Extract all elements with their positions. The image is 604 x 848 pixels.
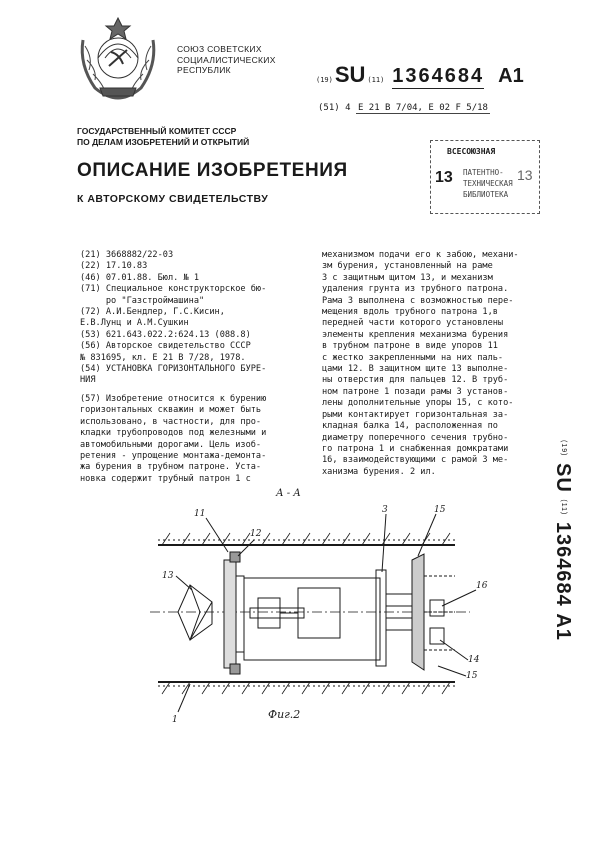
label-15-bottom: 15 bbox=[466, 671, 478, 681]
ussr-heading bbox=[177, 44, 276, 76]
label-16: 16 bbox=[476, 581, 488, 591]
side-kind: A1 bbox=[552, 613, 574, 641]
ipc-classification bbox=[318, 103, 490, 113]
stamp-number: 13 bbox=[435, 169, 453, 186]
label-14: 14 bbox=[468, 655, 480, 665]
side-document-number bbox=[545, 440, 585, 690]
kind-code: A1 bbox=[498, 65, 524, 87]
side-country: SU bbox=[552, 463, 574, 493]
figure-caption: Фиг.2 bbox=[268, 708, 301, 721]
ussr-line: РЕСПУБЛИК bbox=[177, 65, 231, 75]
document-title: ОПИСАНИЕ ИЗОБРЕТЕНИЯ bbox=[77, 160, 348, 181]
document-number bbox=[316, 62, 524, 89]
side-number: 1364684 bbox=[552, 521, 574, 607]
stamp-line: ВСЕСОЮЗНАЯ bbox=[447, 147, 496, 156]
label-13: 13 bbox=[162, 571, 174, 581]
stamp-line: ПАТЕНТНО- bbox=[463, 168, 504, 177]
document-subtitle: К АВТОРСКОМУ СВИДЕТЕЛЬСТВУ bbox=[77, 193, 269, 205]
tag-19: (19) bbox=[316, 76, 333, 84]
section-label: А - А bbox=[276, 488, 301, 499]
side-tag-19: (19) bbox=[560, 440, 567, 457]
stamp-side-number: 13 bbox=[517, 167, 533, 183]
committee-line: ГОСУДАРСТВЕННЫЙ КОМИТЕТ СССР bbox=[77, 126, 237, 136]
tag-11: (11) bbox=[367, 76, 385, 84]
label-1: 1 bbox=[172, 715, 178, 725]
tag-51: (51) 4 bbox=[318, 103, 351, 113]
abstract-right-column: механизмом подачи его к забою, механи- зм бурения, установленный на раме 3 с защитным щитом 13, и механизм удаления грунта из трубного патрона. Рама 3 выполнена с возможностью пере- мещения вдоль трубного патрона 1,в передней части которого установлены элементы крепления механизма бурения в трубном патроне в виде упоров 11 с жестко закрепленными на них паль- цами 12. В защитном щите 13 выполне- ны отверстия для пальцев 12. В труб- ном патроне 1 позади рамы 3 установ- лены дополнительные упоры 15, с кото- рыми контактирует горизонтальная за- кладная балка 14, расположенная по диаметру поперечного сечения трубно- го патрона 1 и снабженная домкратами 16, взаимодействующими с рамой 3 ме- ханизма бурения. 2 ил. bbox=[322, 250, 519, 477]
ussr-line: СОЮЗ СОВЕТСКИХ bbox=[177, 44, 262, 54]
stamp-line: ТЕХНИЧЕСКАЯ bbox=[463, 179, 513, 188]
ussr-emblem bbox=[75, 10, 161, 104]
country-code: SU bbox=[334, 62, 366, 87]
figure-2-drawing bbox=[150, 490, 490, 728]
bibliographic-data: (21) 3668882/22-03 (22) 17.10.83 (46) 07.01.88. Бюл. № 1 (71) Специальное конструкторское бю- ро "Газстроймашина" (72) А.И.Бендлер, Г.С.Кисин, Е.В.Лунц и А.М.Сушкин (53) 621.643.022.2:624.13 (088.8) (56) Авторское свидетельство СССР № 831695, кл. E 21 B 7/28, 1978. (54) УСТАНОВКА ГОРИЗОНТАЛЬНОГО БУРЕ- НИЯ bbox=[80, 250, 267, 386]
label-3: 3 bbox=[382, 505, 388, 515]
abstract-left-column: (57) Изобретение относится к бурению горизонтальных скважин и может быть использовано, в частности, для про- кладки трубопроводов под железными и автомобильными дорогами. Цель изоб- ретения - упрощение монтажа-демонта- жа бурения в трубном патроне. Уста- новка содержит трубный патрон 1 с bbox=[80, 394, 267, 484]
committee-line: ПО ДЕЛАМ ИЗОБРЕТЕНИЙ И ОТКРЫТИЙ bbox=[77, 136, 250, 147]
stamp-line: БИБЛИОТЕКА bbox=[463, 190, 509, 199]
patent-number: 1364684 bbox=[392, 65, 485, 87]
label-12: 12 bbox=[250, 529, 262, 539]
library-stamp bbox=[430, 140, 540, 214]
side-tag-11: (11) bbox=[560, 499, 567, 516]
side-text bbox=[551, 440, 574, 641]
committee-heading bbox=[77, 126, 249, 147]
label-11: 11 bbox=[194, 509, 206, 519]
ussr-line: СОЦИАЛИСТИЧЕСКИХ bbox=[177, 54, 276, 65]
label-15-top: 15 bbox=[434, 505, 446, 515]
stamp-lines bbox=[463, 167, 513, 200]
ipc-value: E 21 B 7/04, E 02 F 5/18 bbox=[357, 103, 488, 113]
